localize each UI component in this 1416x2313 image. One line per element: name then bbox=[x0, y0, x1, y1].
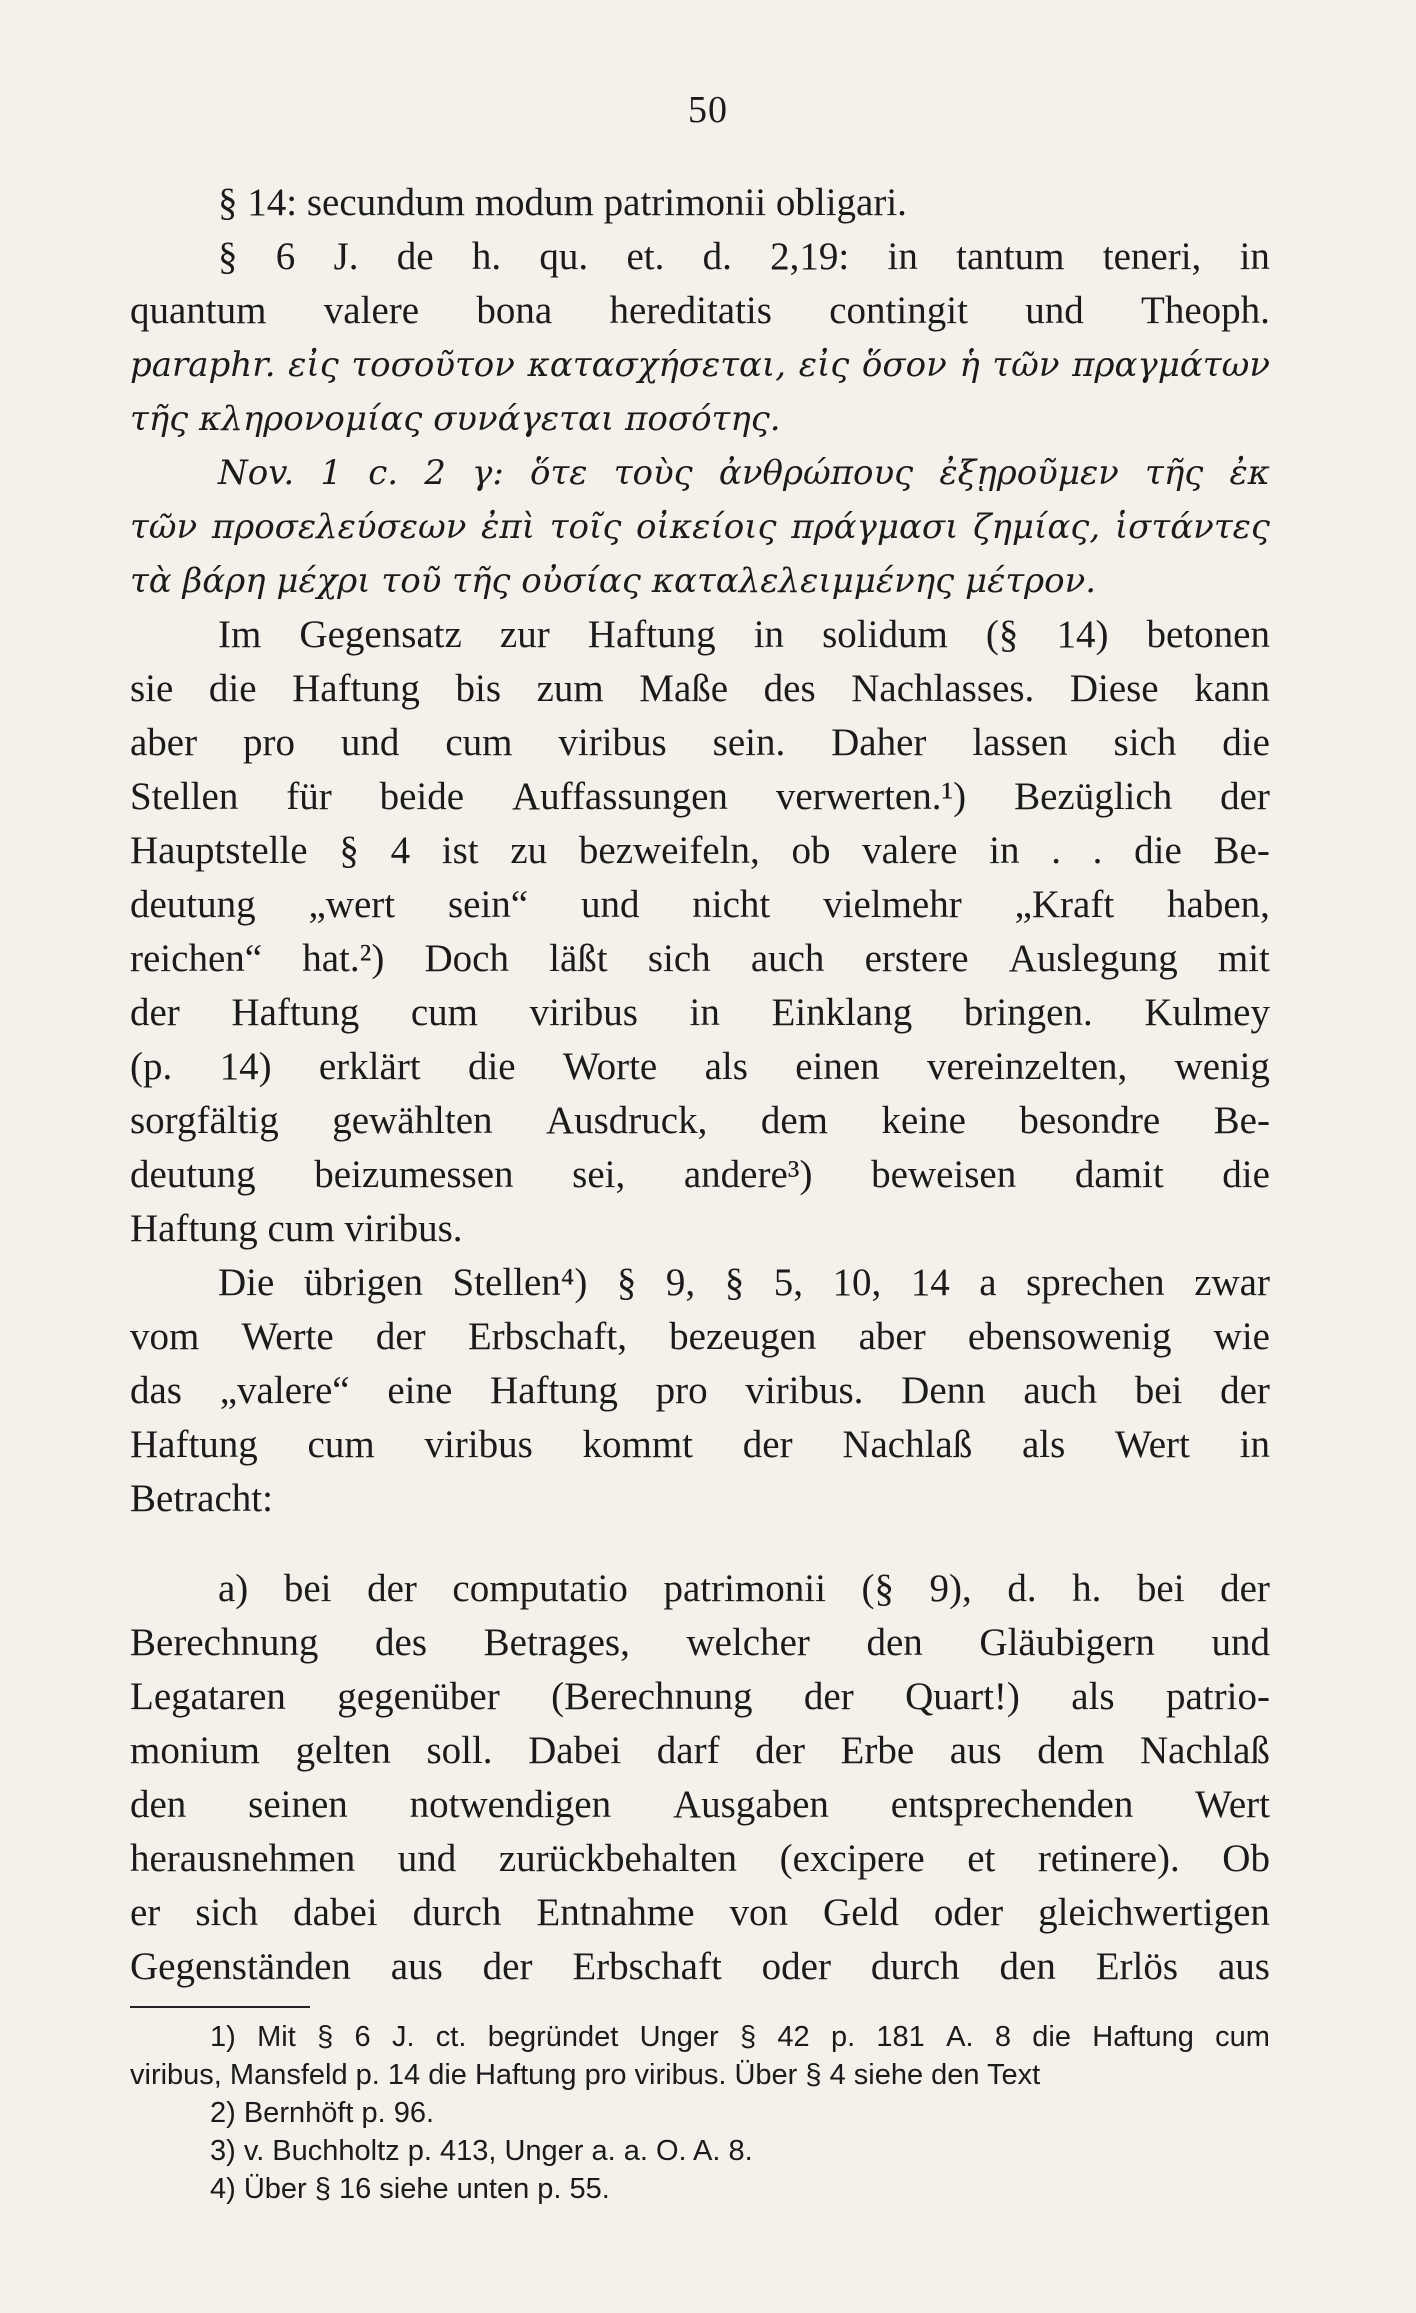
text-line: § 6 J. de h. qu. et. d. 2,19: in tantum teneri, in bbox=[218, 235, 1270, 278]
footnote: 2) Bernhöft p. 96. bbox=[210, 2097, 435, 2129]
text-line: § 14: secundum modum patrimonii obligari. bbox=[218, 181, 907, 224]
text-line: vom Werte der Erbschaft, bezeugen aber ebensowenig wie bbox=[130, 1315, 1270, 1358]
footnote: 1) Mit § 6 J. ct. begründet Unger § 42 p. 181 A. 8 die Haftung cum bbox=[210, 2021, 1270, 2053]
text-line: sie die Haftung bis zum Maße des Nachlasses. Diese kann bbox=[130, 667, 1270, 710]
text-line: Nov. 1 c. 2 γ: ὅτε τοὺς ἀνθρώπους ἐξῃροῦμεν τῆς ἐκ bbox=[218, 453, 1270, 493]
text-line: τὰ βάρη μέχρι τοῦ τῆς οὐσίας καταλελειμμένης μέτρον. bbox=[130, 561, 1097, 601]
page-number: 50 bbox=[688, 89, 728, 131]
text-line: Die übrigen Stellen⁴) § 9, § 5, 10, 14 a sprechen zwar bbox=[218, 1261, 1270, 1304]
text-line: τῶν προσελεύσεων ἐπὶ τοῖς οἰκείοις πράγμασι ζημίας, ἱστάντες bbox=[130, 507, 1270, 547]
footnote: 3) v. Buchholtz p. 413, Unger a. a. O. A. 8. bbox=[210, 2135, 753, 2167]
text-line: Stellen für beide Auffassungen verwerten.¹) Bezüglich der bbox=[130, 775, 1270, 818]
footnote: viribus, Mansfeld p. 14 die Haftung pro viribus. Über § 4 siehe den Text bbox=[130, 2059, 1041, 2091]
text-line: Haftung cum viribus kommt der Nachlaß als Wert in bbox=[130, 1423, 1270, 1466]
text-line: Gegenständen aus der Erbschaft oder durch den Erlös aus bbox=[130, 1945, 1270, 1988]
text-line: Im Gegensatz zur Haftung in solidum (§ 14) betonen bbox=[218, 613, 1270, 656]
text-line: reichen“ hat.²) Doch läßt sich auch erstere Auslegung mit bbox=[130, 937, 1270, 980]
text-line: quantum valere bona hereditatis contingit und Theoph. bbox=[130, 289, 1270, 332]
footnote: 4) Über § 16 siehe unten p. 55. bbox=[210, 2173, 610, 2205]
footnote-separator bbox=[130, 2006, 310, 2008]
text-line: er sich dabei durch Entnahme von Geld oder gleichwertigen bbox=[130, 1891, 1270, 1934]
text-line: τῆς κληρονομίας συνάγεται ποσότης. bbox=[130, 399, 781, 439]
text-line: herausnehmen und zurückbehalten (excipere et retinere). Ob bbox=[130, 1837, 1270, 1880]
footnotes bbox=[130, 2018, 1270, 2208]
text-line: Hauptstelle § 4 ist zu bezweifeln, ob valere in . . die Be- bbox=[130, 829, 1270, 872]
text-line: Haftung cum viribus. bbox=[130, 1207, 463, 1250]
text-line: Legataren gegenüber (Berechnung der Quart!) als patrio- bbox=[130, 1675, 1270, 1718]
text-line: deutung beizumessen sei, andere³) beweisen damit die bbox=[130, 1153, 1270, 1196]
text-line: paraphr. εἰς τοσοῦτον κατασχήσεται, εἰς ὅσον ἡ τῶν πραγμάτων bbox=[130, 345, 1270, 385]
text-line: sorgfältig gewählten Ausdruck, dem keine besondre Be- bbox=[130, 1099, 1270, 1142]
text-line: aber pro und cum viribus sein. Daher lassen sich die bbox=[130, 721, 1270, 764]
text-line: Berechnung des Betrages, welcher den Gläubigern und bbox=[130, 1621, 1270, 1664]
body-text bbox=[130, 176, 1270, 1994]
text-line: a) bei der computatio patrimonii (§ 9), d. h. bei der bbox=[218, 1567, 1270, 1610]
text-line: das „valere“ eine Haftung pro viribus. Denn auch bei der bbox=[130, 1369, 1270, 1412]
text-line: Betracht: bbox=[130, 1477, 273, 1520]
text-line: der Haftung cum viribus in Einklang bringen. Kulmey bbox=[130, 991, 1270, 1034]
text-line: deutung „wert sein“ und nicht vielmehr „Kraft haben, bbox=[130, 883, 1270, 926]
text-line: (p. 14) erklärt die Worte als einen vereinzelten, wenig bbox=[130, 1045, 1270, 1088]
text-line: monium gelten soll. Dabei darf der Erbe aus dem Nachlaß bbox=[130, 1729, 1270, 1772]
text-line: den seinen notwendigen Ausgaben entsprechenden Wert bbox=[130, 1783, 1270, 1826]
